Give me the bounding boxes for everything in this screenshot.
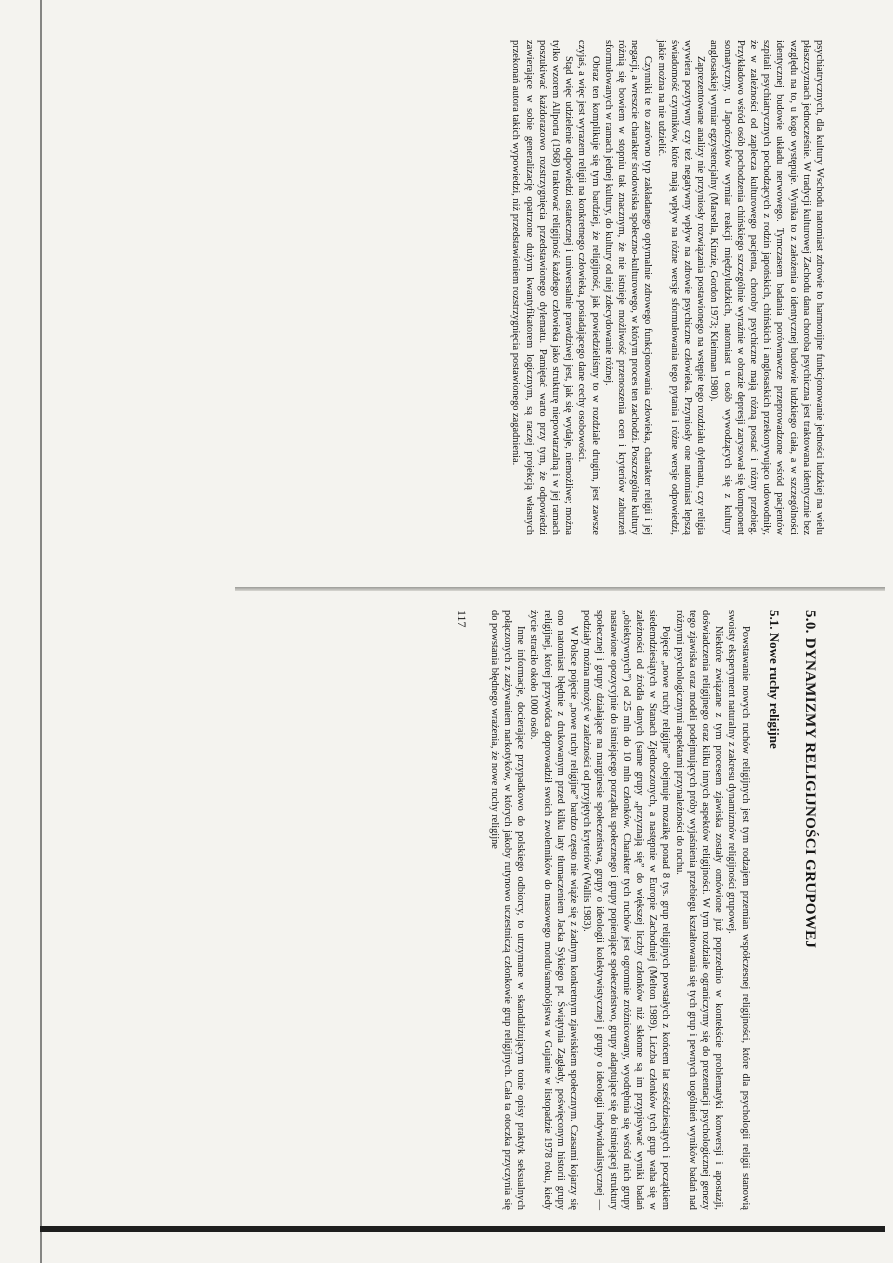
section-title: 5.1. Nowe ruchy religijne — [766, 610, 782, 749]
scan-margin-line — [40, 0, 42, 1263]
paragraph: Stąd więc udzielenie odpowiedzi ostatecznej i uniwersalnie prawdziwej jest, jak się wydaje, niemożliwe; można tylko wzorem Allporta (1968) traktować religijność każdego człowieka jako strukturę niepowtarzalną i w jej ramach poszukiwać każdorazowo rozstrzygnięcia przedstawionego dylematu. Pamiętać warto przy tym, że odpowiedzi zawierające w sobie generalizację opatrzone dużym kwantyfikatorem logicznym, są raczej projekcją własnych przekonań autora takich wypowiedzi, niż przedstawieniem rozstrzygnięcia postawionego zagadnienia. — [510, 40, 575, 535]
page-number: 117 — [454, 610, 469, 628]
scan-bottom-edge — [40, 1226, 885, 1232]
paragraph: W Polsce pojęcie „nowe ruchy religijne” bardzo często nie wiąże się z żadnym konkretnym zjawiskiem społecznym. Czasami kojarzy się ono natomiast błędnie z drukowanym przed kilku laty tłumaczeniem Jacka Sykiego pt. Świątynia Zagłady, poświęconym historii grupy religijnej, której przywódca doprowadził swoich zwolenników do masowego mordu/samobójstwa w Gujanie w listopadzie 1978 roku, kiedy życie straciło około 1000 osób. — [528, 610, 579, 1210]
paragraph: Niektóre związane z tym procesem zjawiska zostały omówione już poprzednio w kontekście problematyki konwersji i apostazji, doświadczenia religijnego oraz kilku innych aspektów religijności. W tym rozdziale ograniczymy się do prezentacji psychologicznej genezy tego zjawiska oraz modeli podejmujących próby wyjaśnienia przebiegu kształtowania się tych grup i pewnych uogólnień wyników badań nad różnymi psychologicznymi aspektami przynależności do ruchu. — [673, 610, 725, 1210]
paragraph: Powstawanie nowych ruchów religijnych jest tym rodzajem przemian współczesnej religijności, które dla psychologii religii stanowią swoisty eksperyment naturalny z zakresu dynamizmów religijności grupowej. — [726, 610, 751, 1210]
paragraph: psychiatrycznych, dla kultury Wschodu natomiast zdrowie to harmonijne funkcjonowanie jedności ludzkiej na wielu płaszczyznach jednocześnie. W tradycji kulturowej Zachodu dana choroba psychiczna jest traktowana identycznie bez względu na to, u kogo występuje. Wynika to z założenia o identycznej budowie ludzkiego ciała, a w szczególności identycznej budowie układu nerwowego. Tymczasem badania porównawcze przeprowadzone wśród pacjentów szpitali psychiatrycznych pochodzących z rodzin japońskich, chińskich i anglosaskich przekonywująco udowodniły, że w zależności od zaplecza kulturowego pacjenta, choroby psychiczne mają różną postać i różny przebieg. Przykładowo wśród osób pochodzenia chińskiego szczególnie wyraźnie w obrazie depresji zarysował się komponent somatyczny, u Japończyków wymiar reakcji międzyludzkich, natomiast u osób wywodzących się z kultury anglosaskiej wymiar egzystencjalny (Marsella, Kinzie, Gordon 1973; Kleinman 1980). — [708, 40, 825, 535]
page-fold-shadow — [235, 587, 885, 591]
lower-page-text — [234, 610, 820, 1210]
lower-page — [234, 610, 820, 1210]
paragraph: Pojęcie „nowe ruchy religijne” obejmuje mozaikę ponad 8 tys. grup religijnych powstałych z końcem lat sześćdziesiątych i początkiem siedemdziesiątych w Stanach Zjednoczonych, a następnie w Europie Zachodniej (Melton 1989). Liczba członków tych grup waha się w zależności od źródła danych (same grupy „przyznają się” do większej liczby członków niż skłonne są im przypisywać wyniki badań „obiektywnych”) od 25 mln do 10 mln członków. Charakter tych ruchów jest ogromnie zróżnicowany, wyodrębnia się wśród nich grupy nastawione opozycyjnie do istniejącego porządku społecznego i grupy popierające społeczeństwo, grupy adaptujące się do istniejącej struktury społecznej i grupy działające na marginesie społeczeństwa, grupy o ideologii kolektywistycznej i grupy o ideologii indywidualistycznej — podziały można mnożyć w zależności od przyjętych kryteriów (Wallis 1983). — [581, 610, 672, 1210]
paragraph: Czynniki te to zarówno typ zakładanego optymalnie zdrowego funkcjonowania człowieka, charakter religii i jej negacji, a wreszcie charakter środowiska społeczno-kulturowego, w którym proces ten zachodzi. Poszczególne kultury różnią się bowiem w stopniu tak znacznym, że nie istnieje możliwość przenoszenia ocen i kryteriów zaburzeń sformułowanych w ramach jednej kultury, do kultury od niej zdecydowanie różnej. — [602, 40, 654, 535]
chapter-title: 5.0. DYNAMIZMY RELIGIJNOŚCI GRUPOWEJ — [802, 610, 818, 949]
paragraph: Inne informacje, docierające przypadkowo do polskiego odbiorcy, to utrzymane w skandalizującym tonie opisy praktyk seksualnych połączonych z zażywaniem narkotyków, w których jakoby rutynowo uczestniczą członkowie grup religijnych. Cała ta otoczka przyczynia się do powstania błędnego wrażenia, że nowe ruchy religijne — [488, 610, 527, 1210]
upper-page-text — [298, 40, 826, 535]
paragraph: Obraz ten komplikuje się tym bardziej, że religijność, jak powiedzieliśmy to w rozdziale drugim, jest zawsze czyjaś, a więc jest wyrazem religii na konkretnego człowieka, posiadającego dane cechy osobowości. — [576, 40, 601, 535]
upper-page — [298, 40, 825, 568]
paragraph: Zaprezentowane analizy nie przyniosły rozwiązania postawionego na wstępie tego rozdziału dylematu, czy religia wywiera pozytywny czy też negatywny wpływ na zdrowie psychiczne człowieka. Przyniosły one natomiast lepszą świadomość czynników, które mają wpływ na różne wersje sformułowania tego pytania i różne wersje odpowiedzi, jakie można na nie udzielić. — [655, 40, 707, 535]
